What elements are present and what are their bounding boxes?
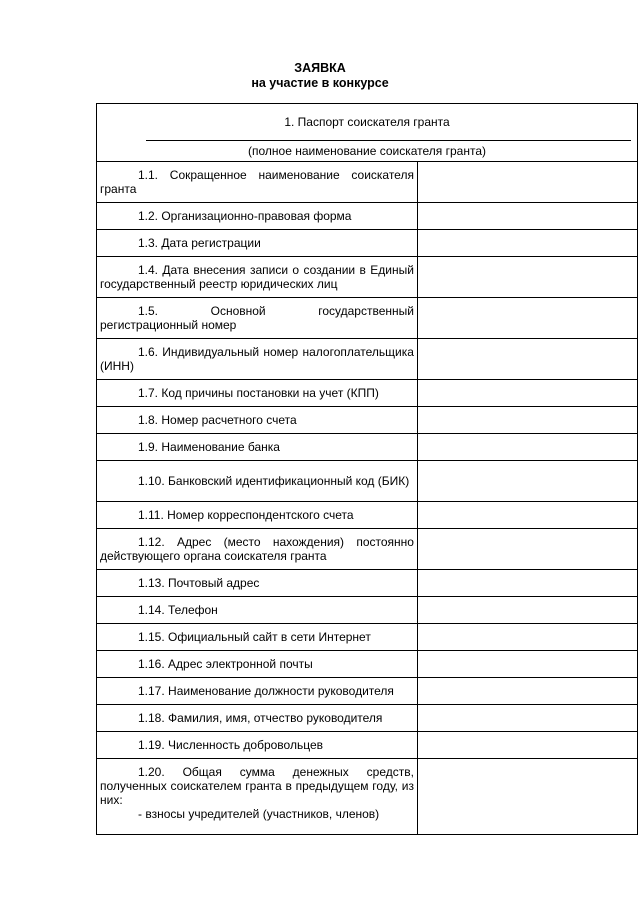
table-row <box>97 407 638 434</box>
section-subheading: (полное наименование соискателя гранта) <box>248 143 486 158</box>
row-label: 1.4. Дата внесения записи о создании в Единый государственный реестр юридических лиц <box>97 257 418 298</box>
table-row <box>97 570 638 597</box>
value-cell[interactable] <box>417 624 637 651</box>
total-funds-label: 1.20. Общая сумма денежных средств, полученных соискателем гранта в предыдущем году, из них: <box>100 765 414 807</box>
table-row <box>97 678 638 705</box>
row-label: 1.16. Адрес электронной почты <box>97 651 418 678</box>
table-row <box>97 162 638 203</box>
row-label: 1.8. Номер расчетного счета <box>97 407 418 434</box>
row-label: 1.17. Наименование должности руководителя <box>97 678 418 705</box>
row-label: 1.6. Индивидуальный номер налогоплательщика (ИНН) <box>97 339 418 380</box>
row-label: 1.5. Основной государственный регистрационный номер <box>97 298 418 339</box>
row-label: 1.2. Организационно-правовая форма <box>97 203 418 230</box>
row-label: 1.12. Адрес (место нахождения) постоянно действующего органа соискателя гранта <box>97 529 418 570</box>
table-row <box>97 651 638 678</box>
table-row <box>97 705 638 732</box>
row-label: 1.7. Код причины постановки на учет (КПП) <box>97 380 418 407</box>
row-label: 1.1. Сокращенное наименование соискателя гранта <box>97 162 418 203</box>
table-row <box>97 502 638 529</box>
value-cell[interactable] <box>417 502 637 529</box>
value-cell[interactable] <box>417 203 637 230</box>
passport-header-cell <box>97 104 638 162</box>
row-label: 1.9. Наименование банка <box>97 434 418 461</box>
row-label: 1.11. Номер корреспондентского счета <box>97 502 418 529</box>
table-row <box>97 461 638 502</box>
table-row <box>97 380 638 407</box>
table-row <box>97 298 638 339</box>
value-cell[interactable] <box>417 339 637 380</box>
value-cell[interactable] <box>417 230 637 257</box>
title-line-1: ЗАЯВКА <box>294 61 346 75</box>
row-label: 1.3. Дата регистрации <box>97 230 418 257</box>
table-row-last <box>97 759 638 835</box>
title-line-2: на участие в конкурсе <box>251 76 389 90</box>
value-cell[interactable] <box>417 759 637 835</box>
table-row <box>97 230 638 257</box>
row-label: 1.18. Фамилия, имя, отчество руководителя <box>97 705 418 732</box>
value-cell[interactable] <box>417 380 637 407</box>
value-cell[interactable] <box>417 434 637 461</box>
founders-contributions-label: - взносы учредителей (участников, членов) <box>138 807 380 821</box>
value-cell[interactable] <box>417 162 637 203</box>
value-cell[interactable] <box>417 732 637 759</box>
form-title <box>0 61 640 91</box>
table-row <box>97 597 638 624</box>
table-header-row <box>97 104 638 162</box>
value-cell[interactable] <box>417 407 637 434</box>
table-row <box>97 732 638 759</box>
row-label: 1.19. Численность добровольцев <box>97 732 418 759</box>
row-label-total-funds <box>97 759 418 835</box>
table-row <box>97 257 638 298</box>
value-cell[interactable] <box>417 257 637 298</box>
section-heading: 1. Паспорт соискателя гранта <box>284 114 450 129</box>
table-row <box>97 529 638 570</box>
value-cell[interactable] <box>417 529 637 570</box>
value-cell[interactable] <box>417 597 637 624</box>
table-row <box>97 203 638 230</box>
row-label: 1.10. Банковский идентификационный код (БИК) <box>97 461 418 502</box>
table-row <box>97 434 638 461</box>
value-cell[interactable] <box>417 570 637 597</box>
value-cell[interactable] <box>417 298 637 339</box>
value-cell[interactable] <box>417 651 637 678</box>
row-label: 1.13. Почтовый адрес <box>97 570 418 597</box>
value-cell[interactable] <box>417 678 637 705</box>
table-row <box>97 339 638 380</box>
grant-application-table <box>96 103 638 835</box>
row-label: 1.14. Телефон <box>97 597 418 624</box>
table-row <box>97 624 638 651</box>
value-cell[interactable] <box>417 461 637 502</box>
value-cell[interactable] <box>417 705 637 732</box>
row-label: 1.15. Официальный сайт в сети Интернет <box>97 624 418 651</box>
